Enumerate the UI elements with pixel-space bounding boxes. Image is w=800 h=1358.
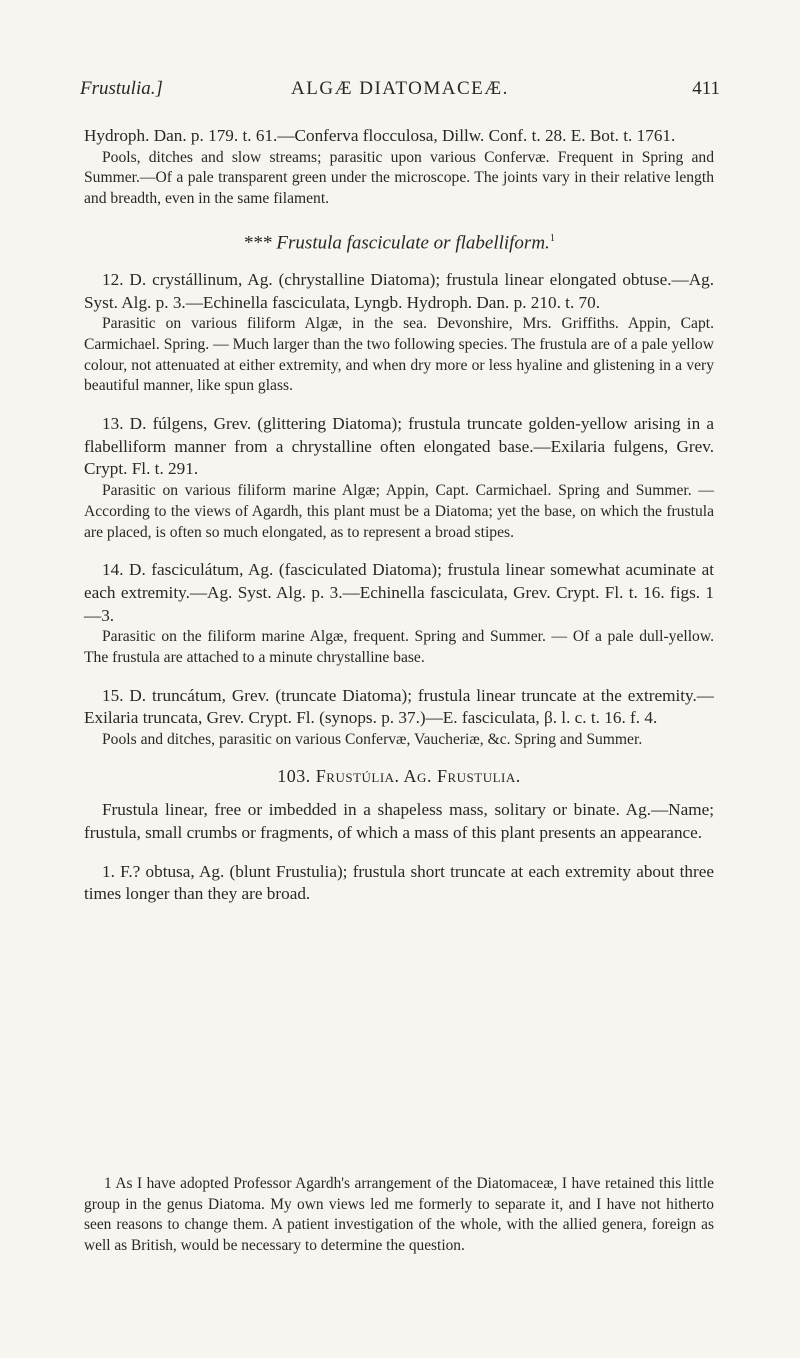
- footnote-text: 1 As I have adopted Professor Agardh's arrangement of the Diatomaceæ, I have retained this little group in the genus Diatoma. My own views led me formerly to separate it, and I have not hitherto seen reasons to change them. A patient investigation of the whole, with the allied genera, foreign as well as British, would be necessary to determine the question.: [84, 1175, 714, 1254]
- species-15: 15. D. truncátum, Grev. (truncate Diatoma); frustula linear truncate at the extremity.—Exilaria truncata, Grev. Crypt. Fl. (synops. p. 37.)—E. fasciculata, β. l. c. t. 16. f. 4.: [84, 685, 714, 728]
- genus-description: Frustula linear, free or imbedded in a shapeless mass, solitary or binate. Ag.—Name; frustula, small crumbs or fragments, of which a mass of this plant presents an appearance.: [84, 800, 714, 842]
- species-14-description: Parasitic on the filiform marine Algæ, frequent. Spring and Summer. — Of a pale dull-yellow. The frustula are attached to a minute chrystalline base.: [84, 628, 714, 667]
- header-title: ALGÆ DIATOMACEÆ.: [291, 78, 509, 99]
- header-section-title: Frustulia.]: [80, 78, 163, 99]
- footnote: [84, 1174, 714, 1256]
- page-number: 411: [692, 78, 720, 99]
- species-12: 12. D. crystállinum, Ag. (chrystalline Diatoma); frustula linear elongated obtuse.—Ag. Syst. Alg. p. 3.—Echinella fasciculata, Lyngb. Hydroph. Dan. p. 210. t. 70.: [84, 269, 714, 312]
- species-13: 13. D. fúlgens, Grev. (glittering Diatoma); frustula truncate golden-yellow arising in a flabelliform manner from a chrystalline often elongated base.—Exilaria fulgens, Grev. Crypt. Fl. t. 291.: [84, 414, 714, 479]
- citation-paragraph: Hydroph. Dan. p. 179. t. 61.—Conferva flocculosa, Dillw. Conf. t. 28. E. Bot. t. 1761.: [84, 126, 676, 145]
- footnote-marker: 1: [549, 232, 555, 244]
- species-13-description: Parasitic on various filiform marine Algæ; Appin, Capt. Carmichael. Spring and Summer. — According to the views of Agardh, this plant must be a Diatoma; yet the base, on which the frustula are placed, is often so much elongated, as to represent a broad stipes.: [84, 482, 714, 541]
- genus-heading: 103. Frustúlia. Ag. Frustulia.: [277, 765, 521, 786]
- species-14: 14. D. fasciculátum, Ag. (fasciculated Diatoma); frustula linear somewhat acuminate at each extremity.—Ag. Syst. Alg. p. 3.—Echinella fasciculata, Grev. Crypt. Fl. t. 16. figs. 1—3.: [84, 560, 714, 625]
- main-text: [84, 125, 714, 906]
- species-12-description: Parasitic on various filiform Algæ, in the sea. Devonshire, Mrs. Griffiths. Appin, Capt. Carmichael. Spring. — Much larger than the two following species. The frustula are of a pale yellow colour, not attenuated at either extremity, and when dry more or less hyaline and glistening in a very beautiful manner, like spun glass.: [84, 315, 714, 395]
- frustulia-species-1: 1. F.? obtusa, Ag. (blunt Frustulia); frustula short truncate at each extremity about three times longer than they are broad.: [84, 861, 714, 904]
- running-header: [80, 78, 720, 108]
- section-heading: *** Frustula fasciculate or flabelliform.$^1$: [243, 232, 555, 254]
- species-15-description: Pools and ditches, parasitic on various Confervæ, Vaucheriæ, &c. Spring and Summer.: [102, 731, 643, 749]
- habitat-paragraph: Pools, ditches and slow streams; parasitic upon various Confervæ. Frequent in Spring and Summer.—Of a pale transparent green under the microscope. The joints vary in their relative length and breadth, even in the same filament.: [84, 148, 714, 208]
